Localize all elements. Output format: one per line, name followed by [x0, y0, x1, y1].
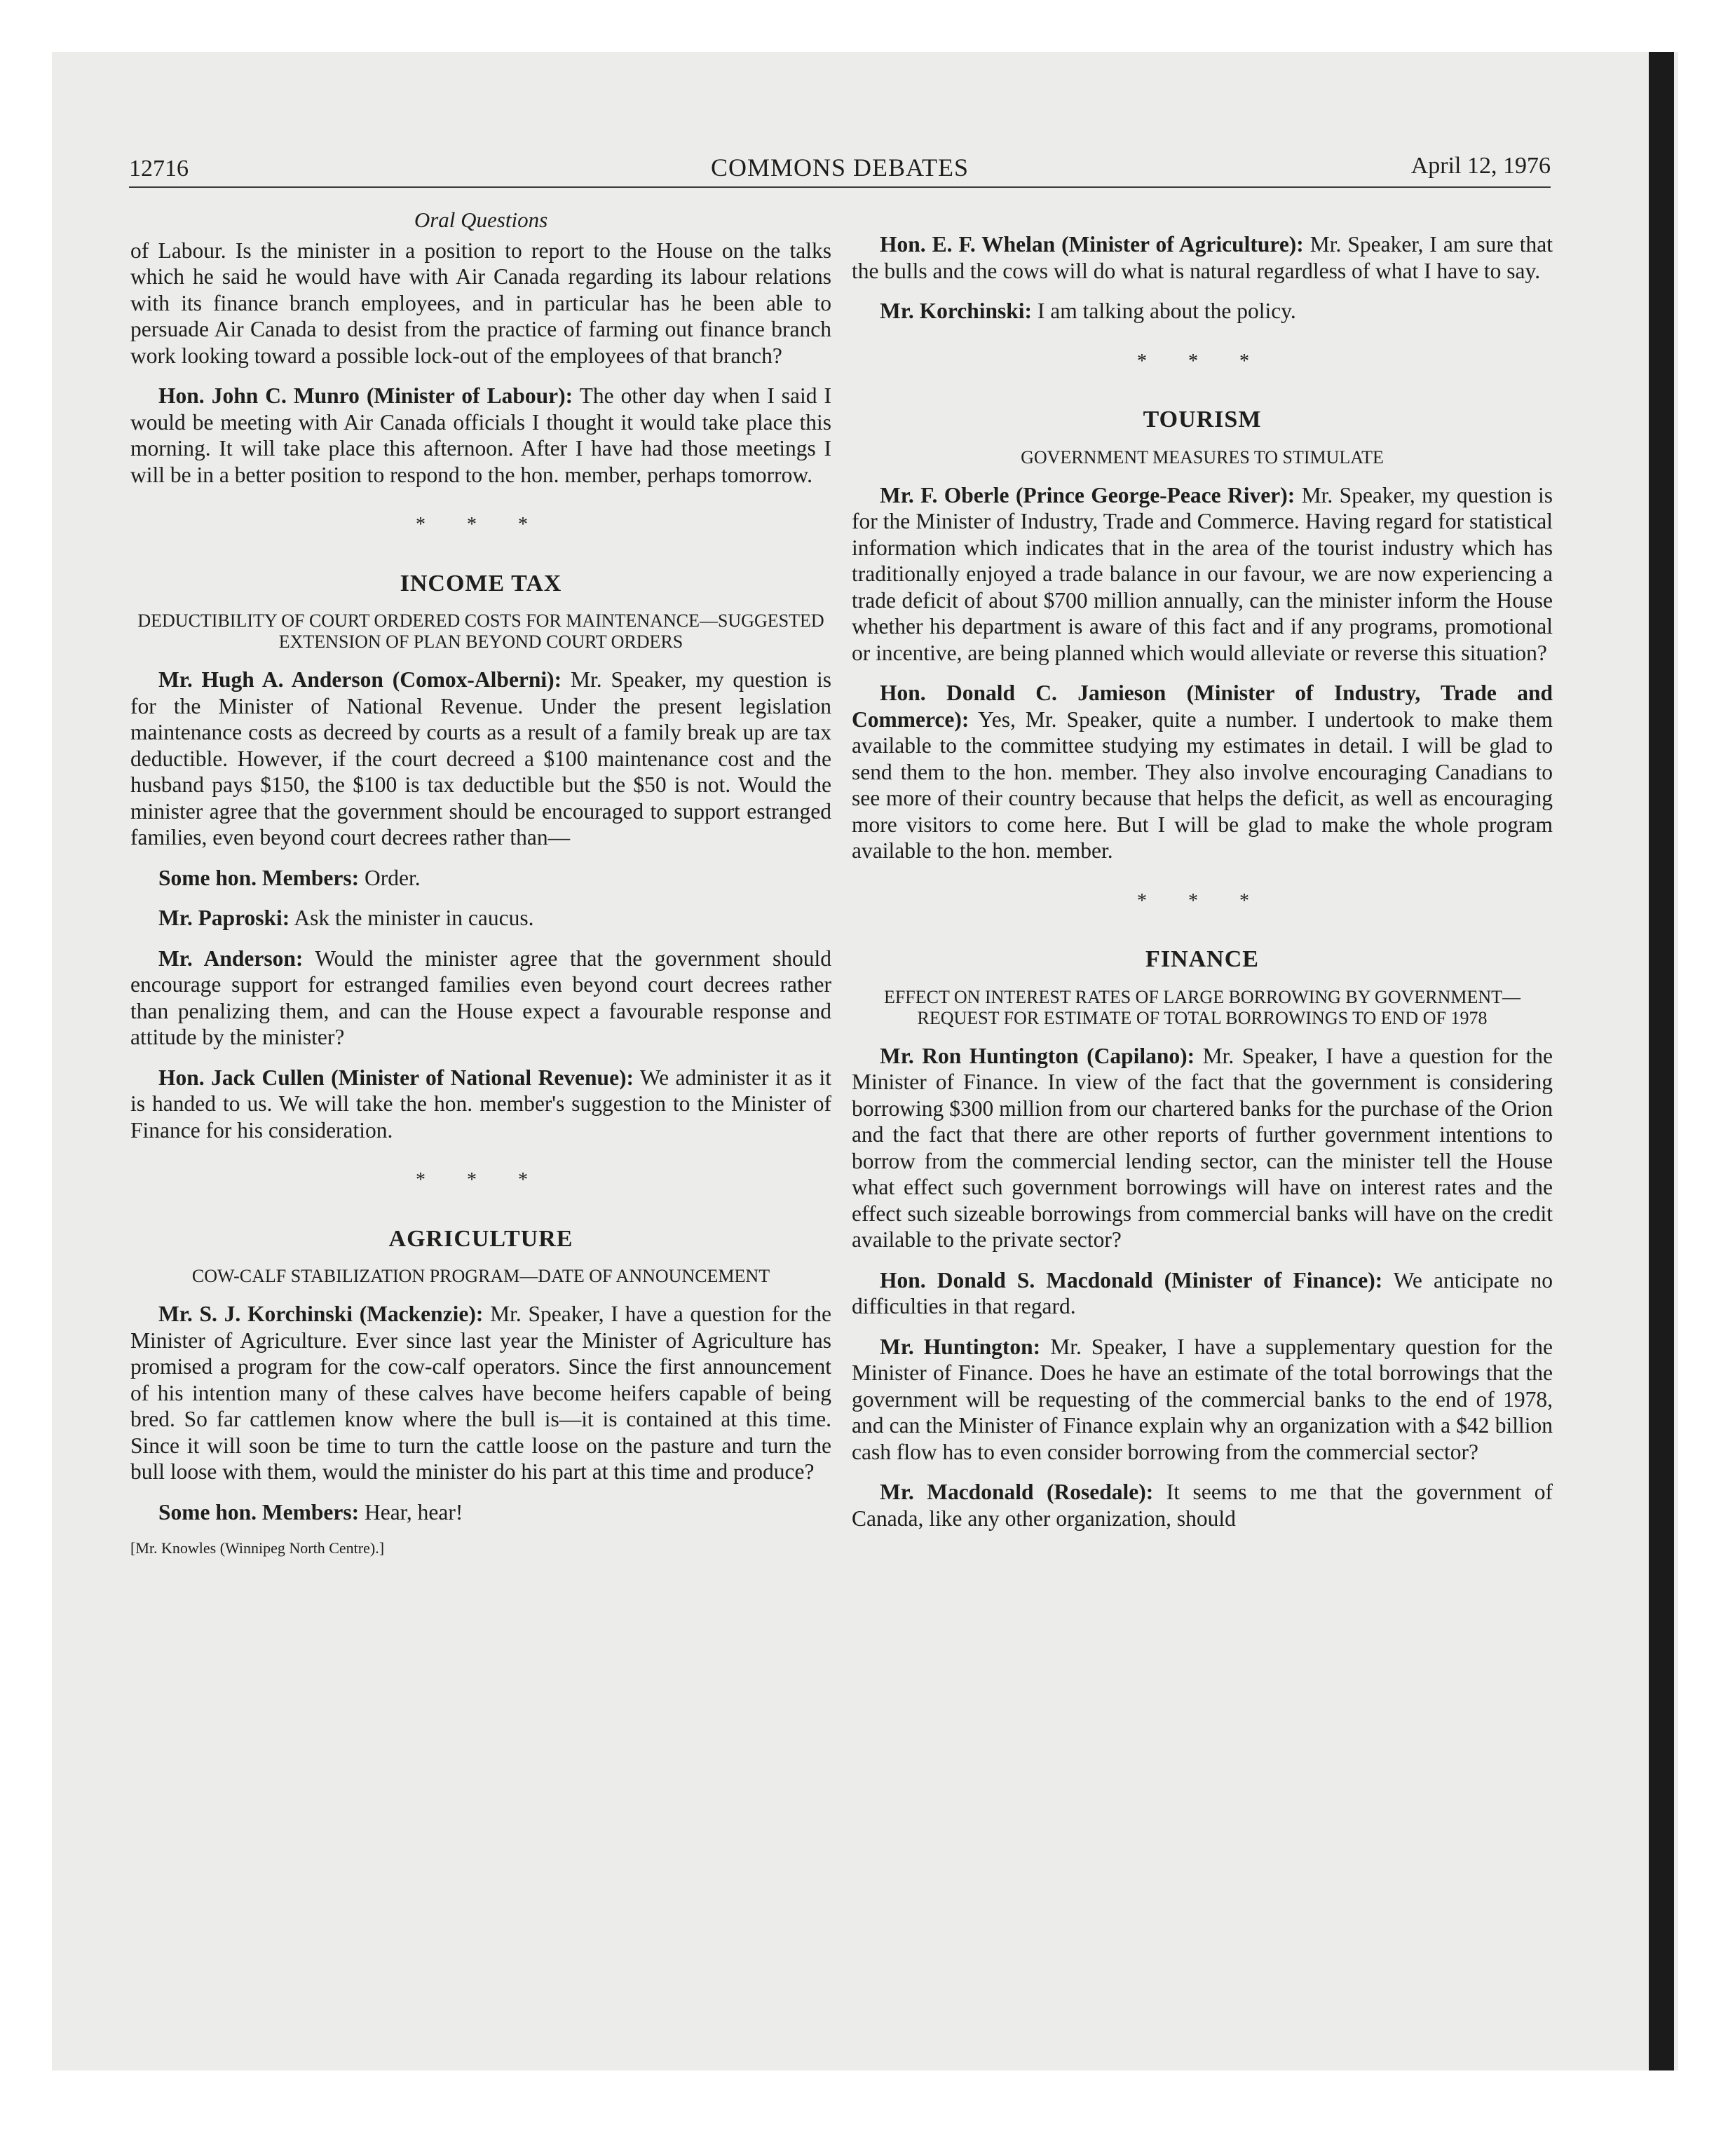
speaker-name: Mr. Ron Huntington (Capilano): [880, 1043, 1195, 1068]
paragraph: Some hon. Members: Hear, hear! [158, 1499, 463, 1524]
page-header [129, 149, 1551, 188]
section-separator: * * * [416, 514, 546, 535]
paragraph: Mr. Korchinski: I am talking about the policy. [880, 299, 1296, 323]
paragraph: Mr. Macdonald (Rosedale): It seems to me that the government of Canada, like any other organization, should [852, 1480, 1553, 1531]
paragraph: Mr. Hugh A. Anderson (Comox-Alberni): Mr. Speaker, my question is for the Minister of National Revenue. Under the present legislation maintenance costs as decreed by courts as a result of a family break up are tax deductible. However, if the court decreed a $100 maintenance cost and the husband pays $150, the $100 is tax deductible but the $50 is not. Would the minister agree that the government should be encouraged to support estranged families, even beyond court decrees rather than— [130, 667, 831, 850]
running-title: Oral Questions [414, 207, 548, 232]
subheading: EFFECT ON INTEREST RATES OF LARGE BORROWING BY GOVERNMENT—REQUEST FOR ESTIMATE OF TOTAL BORROWINGS TO END OF 1978 [883, 986, 1521, 1028]
speaker-name: Mr. Huntington: [880, 1334, 1041, 1359]
speaker-name: Hon. Jack Cullen (Minister of National Revenue): [158, 1065, 634, 1090]
paragraph: Mr. Huntington: Mr. Speaker, I have a supplementary question for the Minister of Finance. Does he have an estimate of the total borrowings that the government will be requesting of the commercial banks to the end of 1978, and can the Minister of Finance explain why an organization with a $42 billion cash flow has to even consider borrowing from the commercial sector? [852, 1334, 1553, 1464]
subheading: GOVERNMENT MEASURES TO STIMULATE [1021, 446, 1384, 468]
paragraph: Mr. Paproski: Ask the minister in caucus. [158, 906, 534, 930]
section-separator: * * * [1137, 350, 1267, 372]
paragraph: Some hon. Members: Order. [158, 865, 421, 890]
paragraph: Mr. F. Oberle (Prince George-Peace River): Mr. Speaker, my question is for the Minister of Industry, Trade and Commerce. Having regard for statistical information which indicates that in the area of the tourist industry which has traditionally enjoyed a trade balance in our favour, we are now experiencing a trade deficit of about $700 million annually, can the minister inform the House whether his department is aware of this fact and if any programs, promotional or incentive, are being planned which would alleviate or reverse this situation? [852, 482, 1553, 665]
speaker-name: Hon. Donald S. Macdonald (Minister of Finance): [880, 1267, 1383, 1292]
issue-date: April 12, 1976 [1410, 153, 1551, 179]
subheading: DEDUCTIBILITY OF COURT ORDERED COSTS FOR MAINTENANCE—SUGGESTED EXTENSION OF PLAN BEYOND COURT ORDERS [137, 610, 824, 652]
section-heading: INCOME TAX [400, 570, 562, 596]
speaker-name: Mr. Paproski: [158, 906, 290, 930]
section-heading: TOURISM [1143, 407, 1262, 432]
publication-title: COMMONS DEBATES [710, 153, 969, 182]
header-rule [129, 186, 1551, 188]
subheading: COW-CALF STABILIZATION PROGRAM—DATE OF ANNOUNCEMENT [191, 1266, 770, 1286]
speaker-name: Mr. S. J. Korchinski (Mackenzie): [158, 1302, 484, 1326]
paragraph: Hon. Jack Cullen (Minister of National Revenue): We administer it as it is handed to us. We will take the hon. member's suggestion to the Minister of Finance for his consideration. [130, 1065, 831, 1142]
paragraph: Hon. E. F. Whelan (Minister of Agriculture): Mr. Speaker, I am sure that the bulls and the cows will do what is natural regardless of what I have to say. [852, 232, 1553, 283]
section-heading: AGRICULTURE [388, 1225, 573, 1252]
speaker-name: Mr. F. Oberle (Prince George-Peace River): [880, 482, 1295, 507]
speaker-name: Mr. Anderson: [158, 946, 304, 971]
right-column [852, 231, 1553, 1546]
paragraph: of Labour. Is the minister in a position to report to the House on the talks which he said he would have with Air Canada regarding its labour relations with its finance branch employees, and in particular has he been able to persuade Air Canada to desist from the practice of farming out finance branch work looking toward a possible lock-out of the employees of that branch? [130, 238, 831, 368]
speaker-name: Hon. Donald C. Jamieson (Minister of Industry, Trade and Commerce): [852, 681, 1553, 732]
paragraph: Hon. Donald C. Jamieson (Minister of Industry, Trade and Commerce): Yes, Mr. Speaker, quite a number. I undertook to make them available to the committee studying my estimates in detail. I will be glad to send them to the hon. member. They also involve encouraging Canadians to see more of their country because that helps the deficit, as well as encouraging more visitors to come here. But I will be glad to make the whole program available to the hon. member. [852, 681, 1553, 863]
scan-edge-shadow [1649, 52, 1674, 2070]
speaker-name: Some hon. Members: [158, 865, 360, 890]
paragraph: Hon. John C. Munro (Minister of Labour): The other day when I said I would be meeting with Air Canada officials I thought it would take place this morning. It will take place this afternoon. After I have had those meetings I will be in a better position to respond to the hon. member, perhaps tomorrow. [130, 383, 832, 487]
paragraph: Hon. Donald S. Macdonald (Minister of Finance): We anticipate no difficulties in that regard. [852, 1267, 1553, 1318]
speaker-name: Mr. Macdonald (Rosedale): [880, 1480, 1154, 1504]
paragraph: Mr. Anderson: Would the minister agree that the government should encourage support for estranged families even beyond court decrees rather than penalizing them, and can the House expect a favourable response and attitude by the minister? [130, 946, 831, 1049]
footnote: [Mr. Knowles (Winnipeg North Centre).] [130, 1539, 385, 1557]
page-number: 12716 [129, 156, 189, 182]
section-separator: * * * [416, 1169, 546, 1191]
speaker-name: Hon. John C. Munro (Minister of Labour): [158, 383, 573, 408]
paragraph: Mr. Ron Huntington (Capilano): Mr. Speaker, I have a question for the Minister of Finance. In view of the fact that the government is considering borrowing $300 million from our chartered banks for the purchase of the Orion and the fact that there are other reports of further government intentions to borrow from the commercial lending sector, can the minister tell the House what effect such government borrowings will have on interest rates and the effect such sizeable borrowings from commercial banks will have on the credit available to the private sector? [852, 1043, 1553, 1252]
left-column [130, 207, 831, 1557]
speaker-name: Hon. E. F. Whelan (Minister of Agriculture): [880, 232, 1304, 257]
section-heading: FINANCE [1145, 946, 1259, 972]
speaker-name: Some hon. Members: [158, 1499, 360, 1524]
speaker-name: Mr. Korchinski: [880, 299, 1033, 323]
section-separator: * * * [1137, 889, 1267, 912]
speaker-name: Mr. Hugh A. Anderson (Comox-Alberni): [158, 667, 562, 692]
paragraph: Mr. S. J. Korchinski (Mackenzie): Mr. Speaker, I have a question for the Minister of Agriculture. Ever since last year the Minister of Agriculture has promised a program for the cow-calf operators. Since the first announcement of his intention many of these calves have become heifers capable of being bred. So far cattlemen know where the bull is—it is contained at this time. Since it will soon be time to turn the cattle loose on the pasture and turn the bull loose with them, would the minister do his part at this time and produce? [130, 1302, 832, 1484]
